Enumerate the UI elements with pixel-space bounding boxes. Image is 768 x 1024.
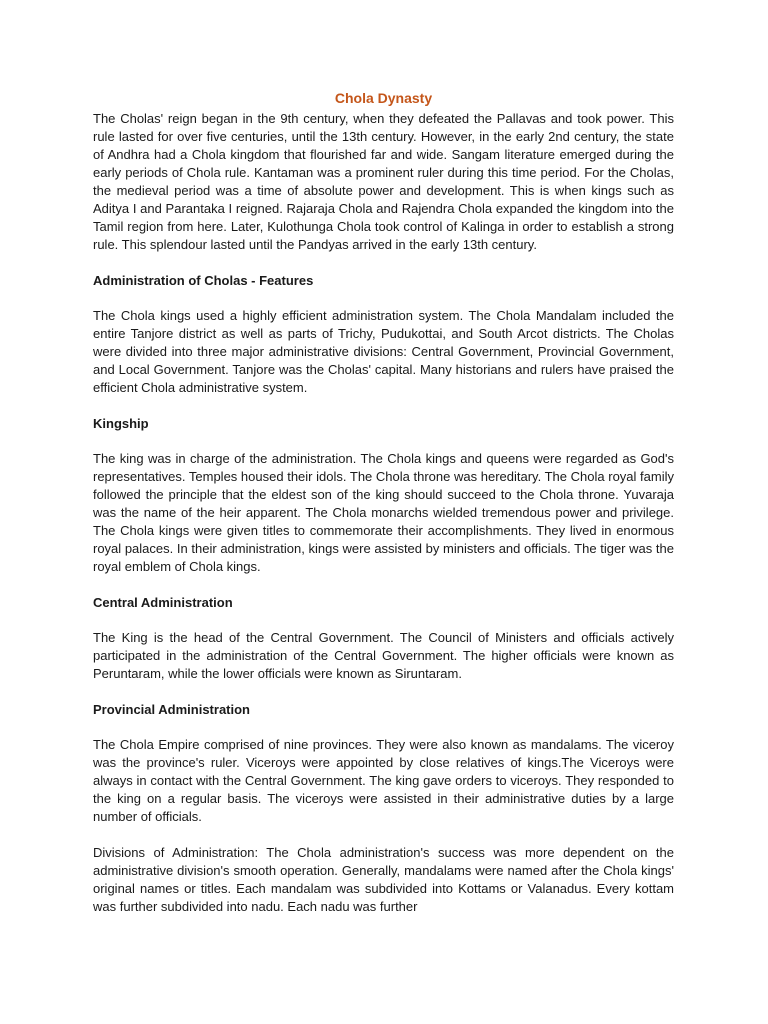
document-page [93, 88, 674, 916]
administration-paragraph: The Chola kings used a highly efficient administration system. The Chola Mandalam included the entire Tanjore district as well as parts of Trichy, Pudukottai, and South Arcot districts. The Cholas were divided into three major administrative divisions: Central Government, Provincial Government, and Local Government. Tanjore was the Cholas' capital. Many historians and rulers have praised the efficient Chola administrative system. [93, 308, 674, 395]
kingship-heading: Kingship [93, 415, 149, 431]
central-administration-paragraph: The King is the head of the Central Government. The Council of Ministers and officials actively participated in the administration of the Central Government. The higher officials were known as Peruntaram, while the lower officials were known as Siruntaram. [93, 630, 674, 681]
provincial-administration-heading: Provincial Administration [93, 701, 250, 717]
document-title: Chola Dynasty [334, 90, 433, 106]
divisions-paragraph: Divisions of Administration: The Chola administration's success was more dependent on the administrative division's smooth operation. Generally, mandalams were named after the Chola kings' original names or titles. Each mandalam was subdivided into Kottams or Valanadus. Every kottam was further subdivided into nadu. Each nadu was further [93, 844, 674, 914]
kingship-paragraph: The king was in charge of the administration. The Chola kings and queens were regarded as God's representatives. Temples housed their idols. The Chola throne was hereditary. The Chola royal family followed the principle that the eldest son of the king should succeed to the Chola throne. Yuvaraja was the name of the heir apparent. The Chola monarchs wielded tremendous power and privilege. The Chola kings were given titles to commemorate their accomplishments. They lived in enormous royal palaces. In their administration, kings were assisted by ministers and officials. The tiger was the royal emblem of Chola kings. [93, 451, 674, 574]
provincial-administration-paragraph: The Chola Empire comprised of nine provinces. They were also known as mandalams. The viceroy was the province's ruler. Viceroys were appointed by close relatives of kings.The Viceroys were always in contact with the Central Government. The king gave orders to viceroys. They responded to the king on a regular basis. The viceroys were assisted in their administrative duties by a large number of officials. [93, 737, 674, 824]
intro-paragraph: The Cholas' reign began in the 9th century, when they defeated the Pallavas and took power. This rule lasted for over five centuries, until the 13th century. However, in the early 2nd century, the state of Andhra had a Chola kingdom that flourished far and wide. Sangam literature emerged during the early periods of Chola rule. Kantaman was a prominent ruler during this time period. For the Cholas, the medieval period was a time of absolute power and development. This is when kings such as Aditya I and Parantaka I reigned. Rajaraja Chola and Rajendra Chola expanded the kingdom into the Tamil region from here. Later, Kulothunga Chola took control of Kalinga in order to establish a strong rule. This splendour lasted until the Pandyas arrived in the early 13th century. [93, 111, 674, 252]
central-administration-heading: Central Administration [93, 594, 233, 610]
administration-heading: Administration of Cholas - Features [93, 272, 314, 288]
